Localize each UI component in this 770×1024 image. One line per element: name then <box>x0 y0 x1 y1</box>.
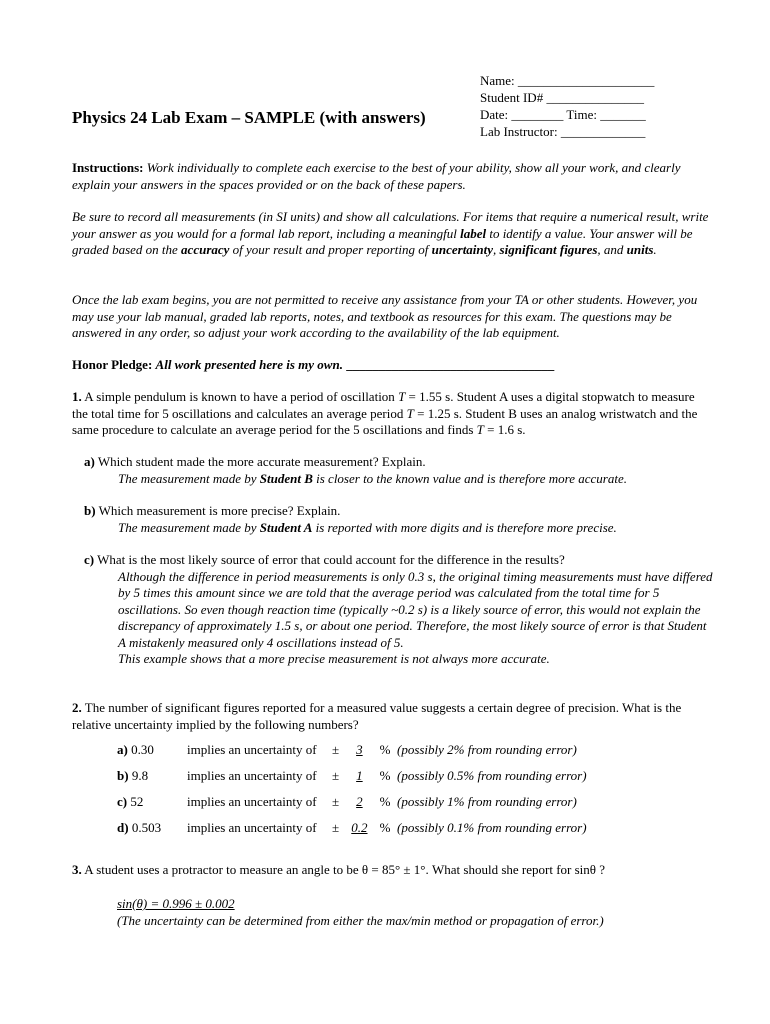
lab-instructor-field[interactable]: Lab Instructor: _____________ <box>480 124 646 139</box>
name-field[interactable]: Name: _____________________ <box>480 73 655 88</box>
part-label: b) <box>84 503 96 518</box>
rounding-note: (possibly 2% from rounding error) <box>396 742 577 757</box>
plus-minus: ± <box>332 742 340 757</box>
measured-value: 52 <box>130 794 144 809</box>
measured-value: 9.8 <box>131 768 149 783</box>
question-1-text-c: = 1.25 s. Student B uses an analog wristwatch and the same procedure to calculate an average period for the 5 oscillations and finds <box>72 405 698 437</box>
percent-sign: % <box>379 768 391 783</box>
measured-value: 0.30 <box>131 742 154 757</box>
answer-text: is closer to the known value and is therefore more accurate. <box>312 470 627 486</box>
answer-text: The measurement made by <box>118 470 260 486</box>
answer-emphasis: Student A <box>259 519 313 535</box>
question-3-number: 3. <box>72 862 82 877</box>
instructions-text-2c: of your result and proper reporting of <box>229 242 432 257</box>
accuracy-keyword: accuracy <box>181 242 230 257</box>
question-3-answer-note: (The uncertainty can be determined from either the max/min method or propagation of error.) <box>117 912 604 928</box>
percent-sign: % <box>379 742 391 757</box>
question-1 <box>72 389 712 439</box>
part-label: a) <box>117 742 128 757</box>
question-2b-row <box>117 768 717 784</box>
part-label: b) <box>117 768 129 783</box>
plus-minus: ± <box>332 768 340 783</box>
instructions-text-2b: to identify a value. Your answer will be graded based on the <box>72 225 693 257</box>
honor-pledge-text: All work presented here is my own. <box>155 357 343 372</box>
question-3-answer-value: sin(θ) = 0.996 ± 0.002 <box>117 896 235 911</box>
question-2c-row <box>117 794 717 810</box>
honor-pledge <box>72 357 712 374</box>
rounding-note: (possibly 0.5% from rounding error) <box>396 768 587 783</box>
question-1a-answer <box>84 471 714 488</box>
question-1-number: 1. <box>72 389 82 404</box>
part-label: c) <box>84 552 95 567</box>
question-1b-answer <box>84 520 714 537</box>
question-2-text: The number of significant figures reported for a measured value suggests a certain degree of precision. What is the relative uncertainty implied by the following numbers? <box>72 700 682 732</box>
instructions-paragraph-1 <box>72 160 712 193</box>
question-2a-row <box>117 742 717 758</box>
question-1-text-d: = 1.6 s. <box>483 422 526 437</box>
question-1c-text: What is the most likely source of error that could account for the difference in the results? <box>97 552 565 567</box>
label-keyword: label <box>460 225 487 241</box>
question-2d-row <box>117 820 717 836</box>
instructions-text-2a: Be sure to record all measurements (in SI units) and show all calculations. For items that require a numerical result, write your answer as you would for a formal lab report, including a meaningful <box>72 209 709 241</box>
date-time-field[interactable]: Date: ________ Time: _______ <box>480 107 646 122</box>
instructions-text-2d: , <box>493 242 500 257</box>
rounding-note: (possibly 0.1% from rounding error) <box>396 820 587 835</box>
percent-sign: % <box>379 794 391 809</box>
answer-text: is reported with more digits and is therefore more precise. <box>312 519 617 535</box>
period-symbol: T <box>476 422 484 437</box>
question-1c-answer: Although the difference in period measurements is only 0.3 s, the original timing measurements must have differed by 5 times this amount since we are told that the average period was calculated from the total time for 5 oscillations. So even though reaction time (typically ~0.2 s) is a likely source of error, this would not explain the discrepancy of approximately 1.5 s, or about one period. Therefore, the most likely source of error is that Student A mistakenly measured only 4 oscillations instead of 5. <box>118 568 713 650</box>
sigfigs-keyword: significant figures <box>499 242 598 257</box>
period-symbol: T <box>398 389 406 404</box>
part-label: d) <box>117 820 129 835</box>
implies-text: implies an uncertainty of <box>187 794 317 809</box>
percent-sign: % <box>379 820 391 835</box>
student-id-field[interactable]: Student ID# _______________ <box>480 90 644 105</box>
answer-emphasis: Student B <box>259 470 313 486</box>
uncertainty-answer[interactable]: 2 <box>356 794 363 809</box>
instructions-text-1: Work individually to complete each exercise to the best of your ability, show all your work, and clearly explain your answers in the spaces provided or on the back of these papers. <box>72 160 681 192</box>
instructions-paragraph-2 <box>72 209 712 259</box>
question-2-number: 2. <box>72 700 82 715</box>
part-label: c) <box>117 794 128 809</box>
question-1c-answer-conclusion: This example shows that a more precise measurement is not always more accurate. <box>118 651 550 666</box>
rounding-note: (possibly 1% from rounding error) <box>396 794 577 809</box>
uncertainty-answer[interactable]: 3 <box>356 742 363 757</box>
honor-pledge-signature-line[interactable]: ________________________________ <box>346 357 555 372</box>
question-1a-text: Which student made the more accurate measurement? Explain. <box>97 454 426 469</box>
period-symbol: T <box>406 405 414 421</box>
measured-value: 0.503 <box>131 820 162 835</box>
plus-minus: ± <box>332 794 340 809</box>
plus-minus: ± <box>332 820 340 835</box>
honor-pledge-label: Honor Pledge: <box>72 357 153 372</box>
uncertainty-answer[interactable]: 0.2 <box>351 820 368 835</box>
implies-text: implies an uncertainty of <box>187 820 317 835</box>
instructions-label: Instructions: <box>72 160 144 175</box>
page-title: Physics 24 Lab Exam – SAMPLE (with answers) <box>72 108 426 127</box>
implies-text: implies an uncertainty of <box>187 768 317 783</box>
student-info-block <box>480 72 654 140</box>
question-1a <box>84 454 714 487</box>
uncertainty-keyword: uncertainty <box>431 242 494 257</box>
implies-text: implies an uncertainty of <box>187 742 317 757</box>
instructions-paragraph-3: Once the lab exam begins, you are not permitted to receive any assistance from your TA or other students. However, you may use your lab manual, graded lab reports, notes, and textbook as resources for this exam. The questions may be answered in any order, so adjust your work according to the availability of the lab equipment. <box>72 292 698 340</box>
question-1c <box>84 552 714 668</box>
question-2 <box>72 700 712 733</box>
part-label: a) <box>84 454 95 469</box>
question-1-text-a: A simple pendulum is known to have a period of oscillation <box>84 389 399 404</box>
question-3 <box>72 862 712 879</box>
units-keyword: units <box>626 242 654 257</box>
instructions-text-2e: , and <box>597 242 627 257</box>
question-1b-text: Which measurement is more precise? Explain. <box>98 503 341 518</box>
question-3-answer <box>117 896 717 929</box>
question-1b <box>84 503 714 536</box>
question-1-text-b: = 1.55 s. Student A uses a digital stopwatch to measure the total time for 5 oscillations and calculates an average period <box>72 389 695 421</box>
question-3-text: A student uses a protractor to measure an angle to be θ = 85° ± 1°. What should she report for sinθ ? <box>84 862 606 877</box>
answer-text: The measurement made by <box>118 519 260 535</box>
instructions-text-2f: . <box>653 242 657 257</box>
uncertainty-answer[interactable]: 1 <box>356 768 363 783</box>
